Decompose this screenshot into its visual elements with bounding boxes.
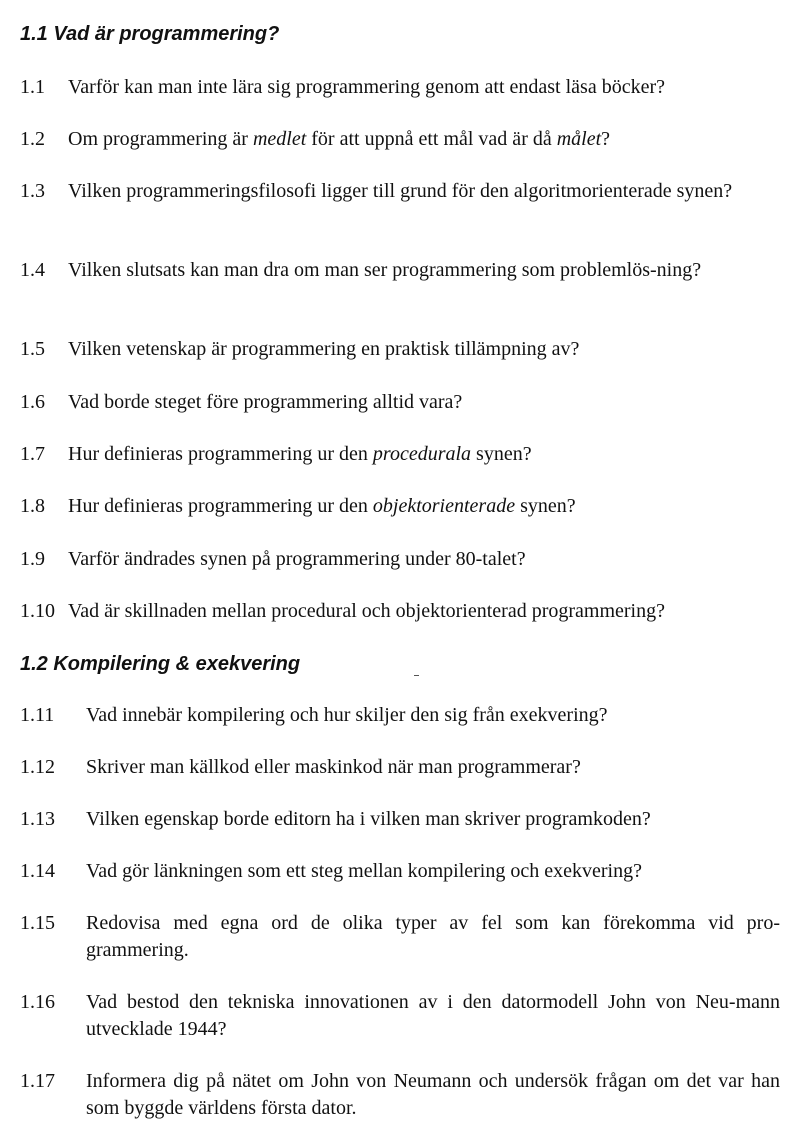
emphasis: medlet — [252, 128, 307, 150]
question-text: Vad gör länkningen som ett steg mellan kompilering och exekvering? — [86, 860, 642, 882]
question-text: Hur definieras programmering ur den objektorienterade synen? — [68, 495, 576, 517]
section-heading-1-1: 1.1 Vad är programmering? — [20, 23, 280, 45]
question-1-14 — [20, 858, 780, 885]
question-text: Vilken programmeringsfilosofi ligger till grund för den algoritmorienterade synen? — [68, 180, 733, 202]
question-number: 1.1 — [20, 76, 45, 98]
emphasis: målet — [556, 128, 602, 150]
question-1-7 — [20, 441, 780, 468]
question-number: 1.15 — [20, 912, 55, 934]
question-1-4 — [20, 257, 780, 284]
question-text: Vad bestod den tekniska innovationen av i den datormodell John von Neu-mann utvecklade 1944? — [86, 991, 780, 1040]
question-text: Skriver man källkod eller maskinkod när man programmerar? — [86, 756, 581, 778]
question-1-2 — [20, 126, 780, 153]
question-number: 1.2 — [20, 128, 45, 150]
question-number: 1.6 — [20, 391, 45, 413]
question-1-13 — [20, 806, 780, 833]
emphasis: procedurala — [372, 443, 472, 465]
question-text: Varför ändrades synen på programmering under 80-talet? — [68, 548, 526, 570]
question-text: Hur definieras programmering ur den procedurala synen? — [68, 443, 532, 465]
emphasis: objektorienterade — [372, 495, 516, 517]
question-text: Vad är skillnaden mellan procedural och objektorienterad programmering? — [68, 600, 665, 622]
question-1-1 — [20, 74, 780, 101]
question-text: Varför kan man inte lära sig programmering genom att endast läsa böcker? — [68, 76, 666, 98]
question-text: Vilken vetenskap är programmering en praktisk tillämpning av? — [68, 338, 580, 360]
question-number: 1.11 — [20, 704, 55, 726]
question-number: 1.4 — [20, 259, 45, 281]
question-1-8 — [20, 493, 780, 520]
question-1-17 — [20, 1068, 780, 1122]
question-number: 1.12 — [20, 756, 55, 778]
question-1-6 — [20, 389, 780, 416]
question-1-15 — [20, 910, 780, 964]
question-number: 1.17 — [20, 1070, 55, 1092]
question-text: Informera dig på nätet om John von Neumann och undersök frågan om det var han som byggde världens första dator. — [86, 1070, 780, 1119]
question-1-16 — [20, 989, 780, 1043]
question-number: 1.8 — [20, 495, 45, 517]
question-number: 1.9 — [20, 548, 45, 570]
question-1-10 — [20, 598, 780, 625]
question-1-11 — [20, 702, 780, 729]
question-text: Redovisa med egna ord de olika typer av fel som kan förekomma vid pro-grammering. — [86, 912, 780, 961]
question-1-12 — [20, 754, 780, 781]
question-number: 1.3 — [20, 180, 45, 202]
stray-mark — [414, 675, 419, 676]
question-1-5 — [20, 336, 780, 363]
question-1-9 — [20, 546, 780, 573]
question-number: 1.5 — [20, 338, 45, 360]
question-number: 1.14 — [20, 860, 55, 882]
question-text: Vilken egenskap borde editorn ha i vilken man skriver programkoden? — [86, 808, 651, 830]
question-text: Vad innebär kompilering och hur skiljer den sig från exekvering? — [86, 704, 608, 726]
section-heading-1-2: 1.2 Kompilering & exekvering — [20, 653, 301, 675]
question-text: Vilken slutsats kan man dra om man ser programmering som problemlös-ning? — [68, 259, 702, 281]
question-number: 1.10 — [20, 600, 55, 622]
question-number: 1.13 — [20, 808, 55, 830]
question-number: 1.16 — [20, 991, 55, 1013]
question-number: 1.7 — [20, 443, 45, 465]
question-text: Vad borde steget före programmering alltid vara? — [68, 391, 463, 413]
question-1-3 — [20, 178, 780, 205]
question-text: Om programmering är medlet för att uppnå ett mål vad är då målet? — [68, 128, 611, 150]
